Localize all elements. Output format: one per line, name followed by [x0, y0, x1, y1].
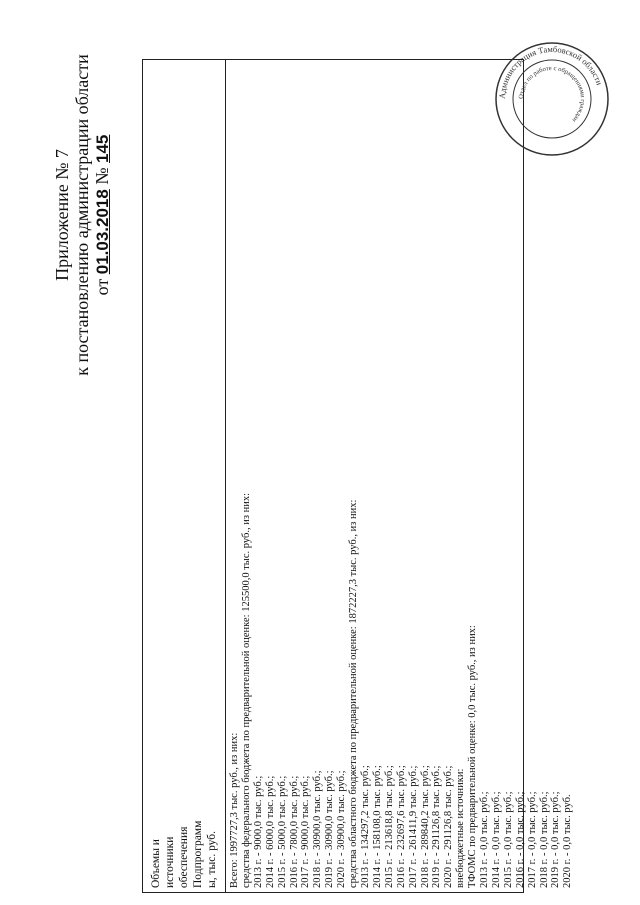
value-line: 2017 г. - 261411,9 тыс. руб.; — [407, 765, 419, 888]
value-line: внебюджетные источники: — [455, 768, 467, 888]
table-label-cell — [149, 814, 219, 888]
value-line: 2013 г. - 9000,0 тыс. руб.; — [252, 775, 264, 888]
value-line: 2016 г. - 0,0 тыс. руб.; — [514, 791, 526, 888]
value-line: 2015 г. - 5000,0 тыс. руб.; — [276, 775, 288, 888]
value-line: 2018 г. - 30900,0 тыс. руб.; — [312, 770, 324, 888]
value-line: Всего: 1997727,3 тыс. руб., из них: — [229, 732, 240, 888]
value-line: средства федерального бюджета по предварительной оценке: 125500,0 тыс. руб., из них: — [240, 492, 252, 888]
number-label: № — [92, 162, 112, 190]
seal-inner-text: Отдел по работе с обращениями граждан — [517, 64, 587, 124]
value-line: 2014 г. - 0,0 тыс. руб.; — [490, 791, 502, 888]
value-line: средства областного бюджета по предварительной оценке: 1872227,3 тыс. руб., из них: — [348, 499, 360, 888]
label-line: ы, тыс. руб. — [206, 830, 218, 888]
value-line: 2014 г. - 6000,0 тыс. руб.; — [264, 775, 276, 888]
appendix-subtitle: к постановлению администрации области — [72, 54, 92, 376]
column-divider — [225, 60, 226, 892]
value-line: 2018 г. - 0,0 тыс. руб.; — [538, 791, 550, 888]
value-line: 2020 г. - 291126,8 тыс. руб.; — [443, 765, 455, 888]
value-line: ТФОМС по предварительной оценке: 0,0 тыс. руб., из них: — [467, 625, 479, 888]
decree-number: 145 — [93, 134, 112, 163]
value-line: 2015 г. - 213618,8 тыс. руб.; — [383, 765, 395, 888]
value-line: 2020 г. - 30900,0 тыс. руб.; — [336, 770, 348, 888]
label-line: обеспечения — [178, 826, 190, 888]
official-seal — [493, 40, 611, 158]
value-line: 2019 г. - 30900,0 тыс. руб.; — [324, 770, 336, 888]
appendix-header — [52, 45, 113, 385]
date-prefix: от — [92, 274, 112, 296]
value-line: 2019 г. - 0,0 тыс. руб.; — [550, 791, 562, 888]
value-line: 2016 г. - 232697,6 тыс. руб.; — [395, 765, 407, 888]
label-line: Объемы и — [150, 839, 162, 888]
decree-date: 01.03.2018 — [93, 189, 112, 275]
seal-outer-text: Администрация Тамбовской области — [496, 43, 605, 100]
appendix-title: Приложение № 7 — [52, 149, 72, 281]
value-line: 2019 г. - 291126,8 тыс. руб.; — [431, 765, 443, 888]
value-line: 2013 г. - 134297,2 тыс. руб.; — [359, 765, 371, 888]
table-value-cell — [229, 68, 574, 888]
value-line: 2016 г. - 7800,0 тыс. руб.; — [288, 775, 300, 888]
value-line: 2018 г. - 289840,2 тыс. руб.; — [419, 765, 431, 888]
value-line: 2017 г. - 0,0 тыс. руб.; — [526, 791, 538, 888]
label-line: источники — [164, 836, 176, 888]
value-line: 2017 г. - 9000,0 тыс. руб.; — [300, 775, 312, 888]
value-line: 2013 г. - 0,0 тыс. руб.; — [479, 791, 491, 888]
decree-date-line — [92, 45, 113, 385]
label-line: Подпрограмм — [192, 820, 204, 888]
value-line: 2014 г. - 158108,0 тыс. руб.; — [371, 765, 383, 888]
value-line: 2015 г. - 0,0 тыс. руб.; — [502, 791, 514, 888]
value-line: 2020 г. - 0,0 тыс. руб. — [562, 794, 574, 888]
